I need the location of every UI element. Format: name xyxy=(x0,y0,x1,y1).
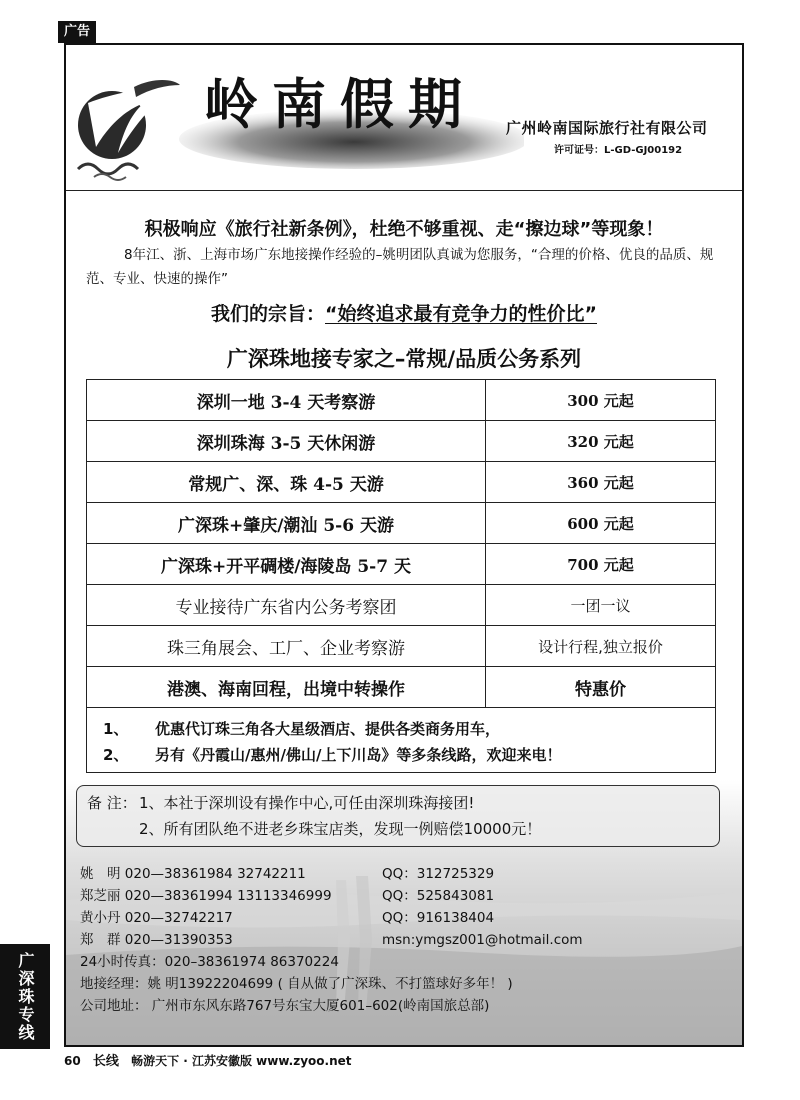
table-row xyxy=(87,421,715,462)
license-number: 许可证号：L-GD-GJ00192 xyxy=(554,145,683,156)
brush-calligraphy-logo xyxy=(174,61,524,181)
intro-paragraph: 8年江、浙、上海市场广东地接操作经验的–姚明团队真诚为您服务，“合理的价格、优良的品质、规范、专业、快速的操作” xyxy=(86,247,714,287)
headline: 积极响应《旅行社新条例》，杜绝不够重视、走“擦边球”等现象！ xyxy=(144,219,664,240)
motto xyxy=(66,299,742,326)
route-price: 700 元起 xyxy=(567,555,634,574)
route-name: 专业接待广东省内公务考察团 xyxy=(87,585,486,625)
note-number: 2、 xyxy=(103,746,129,764)
contact-phone: 姚 明 020—38361984 32742211 xyxy=(80,866,306,882)
route-price: 300 元起 xyxy=(567,391,634,410)
route-name: 常规广、深、珠 4-5 天游 xyxy=(87,462,486,502)
remark-line-1: 1、本社于深圳设有操作中心,可任由深圳珠海接团! xyxy=(139,794,475,812)
manager-line: 地接经理：姚 明13922204699 ( 自从做了广深珠、不打篮球好多年！ ) xyxy=(80,976,513,992)
side-section-tab: 广深珠专线 xyxy=(0,944,50,1049)
route-price: 一团一议 xyxy=(570,596,631,615)
route-price-table xyxy=(86,379,716,773)
contact-phone: 郑芝丽 020—38361994 13113346999 xyxy=(80,888,332,904)
page-footer xyxy=(64,1049,360,1073)
motto-prefix: 我们的宗旨： xyxy=(211,303,326,325)
remark-label: 备 注： xyxy=(87,794,137,812)
header-banner xyxy=(66,45,742,191)
contact-qq: QQ：312725329 xyxy=(382,866,495,882)
table-row xyxy=(87,585,715,626)
ad-frame xyxy=(64,43,744,1047)
note-text: 优惠代订珠三角各大星级酒店、提供各类商务用车， xyxy=(155,720,501,738)
contact-msn: msn:ymgsz001@hotmail.com xyxy=(382,932,583,948)
page-number: 60 xyxy=(64,1054,81,1068)
contact-qq: QQ：525843081 xyxy=(382,888,495,904)
route-name: 深圳珠海 3-5 天休闲游 xyxy=(87,421,486,461)
address-line: 公司地址： 广州市东风东路767号东宝大厦601–602(岭南国旅总部) xyxy=(80,998,490,1014)
route-price: 特惠价 xyxy=(575,679,626,700)
table-notes xyxy=(87,708,715,772)
table-note xyxy=(103,742,715,768)
svg-text:岭南假期: 岭南假期 xyxy=(204,72,476,136)
route-price: 600 元起 xyxy=(567,514,634,533)
table-row xyxy=(87,503,715,544)
route-name: 广深珠+开平碉楼/海陵岛 5-7 天 xyxy=(87,544,486,584)
table-row xyxy=(87,667,715,708)
route-name: 广深珠+肇庆/潮汕 5-6 天游 xyxy=(87,503,486,543)
footer-slogan: 畅游天下 · 江苏安徽版 www.zyoo.net xyxy=(131,1054,352,1068)
table-row xyxy=(87,544,715,585)
route-price: 360 元起 xyxy=(567,473,634,492)
route-name: 港澳、海南回程，出境中转操作 xyxy=(87,667,486,707)
route-name: 深圳一地 3-4 天考察游 xyxy=(87,380,486,420)
note-text: 另有《丹霞山/惠州/佛山/上下川岛》等多条线路，欢迎来电！ xyxy=(155,746,562,764)
route-price: 设计行程,独立报价 xyxy=(538,637,663,656)
motto-slogan: “始终追求最有竞争力的性价比” xyxy=(325,303,597,325)
remark-line-2: 2、所有团队绝不进老乡珠宝店类，发现一例赔偿10000元！ xyxy=(139,820,542,838)
contact-row xyxy=(80,885,730,907)
contact-qq: QQ：916138404 xyxy=(382,910,495,926)
contact-row xyxy=(80,863,730,885)
note-number: 1、 xyxy=(103,720,129,738)
fax-line: 24小时传真：020–38361974 86370224 xyxy=(80,954,339,970)
contact-row xyxy=(80,907,730,929)
ad-tag: 广告 xyxy=(58,21,96,43)
contact-row xyxy=(80,929,730,951)
contact-phone: 黄小丹 020—32742217 xyxy=(80,910,233,926)
contact-phone: 郑 群 020—31390353 xyxy=(80,932,233,948)
route-price: 320 元起 xyxy=(567,432,634,451)
magazine-name: 长线 xyxy=(92,1054,119,1069)
company-name: 广州岭南国际旅行社有限公司 xyxy=(506,119,708,137)
contact-list xyxy=(80,863,730,1017)
route-name: 珠三角展会、工厂、企业考察游 xyxy=(87,626,486,666)
table-row xyxy=(87,626,715,667)
table-row xyxy=(87,462,715,503)
remark-box xyxy=(76,785,720,847)
table-row xyxy=(87,380,715,421)
series-title: 广深珠地接专家之–常规/品质公务系列 xyxy=(226,347,582,371)
lingnan-logo-icon xyxy=(74,73,184,193)
table-note xyxy=(103,716,715,742)
